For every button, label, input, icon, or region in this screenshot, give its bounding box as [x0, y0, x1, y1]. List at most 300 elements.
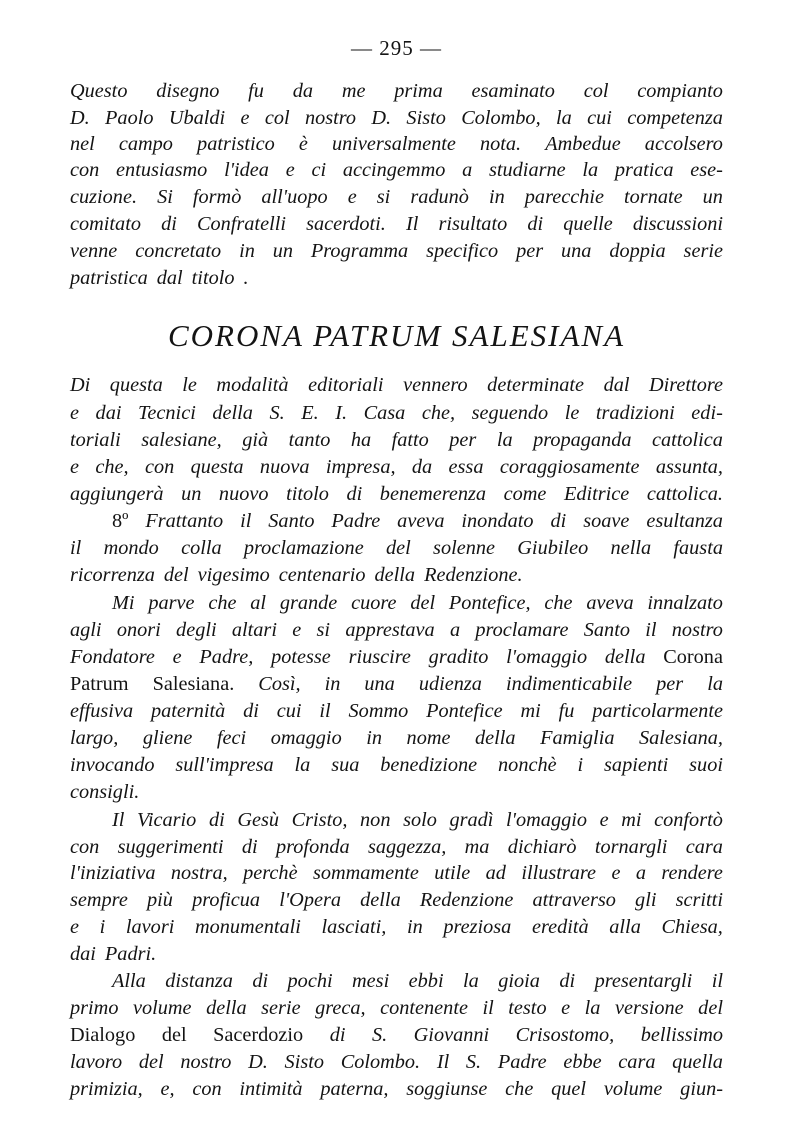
word: paternità [150, 700, 226, 722]
word: discussioni [632, 213, 723, 235]
word: S. [269, 402, 285, 424]
text-line [70, 78, 723, 105]
word: risultato [438, 213, 508, 235]
word: della [604, 646, 646, 668]
word: Cristo, [291, 809, 348, 831]
word: la [463, 970, 479, 992]
word: nuovo [218, 483, 269, 505]
word: versione [614, 997, 684, 1019]
text-line [70, 1022, 723, 1049]
word: cui [587, 107, 612, 129]
word: Fondatore [70, 646, 155, 668]
word: che, [95, 456, 129, 478]
word: di [346, 483, 363, 505]
word: profonda [276, 836, 350, 858]
word: in [406, 916, 423, 938]
word: la [707, 673, 723, 695]
word: nostro [304, 107, 357, 129]
word: innalzato [647, 592, 723, 614]
word: universalmente [332, 133, 456, 155]
word: cattolica [651, 429, 723, 451]
word: feci [216, 727, 247, 749]
word: nella [610, 537, 652, 559]
word: Sacerdozio [213, 1024, 304, 1046]
word: primizia, [70, 1078, 143, 1100]
word: di [208, 809, 225, 831]
word: fu [248, 80, 264, 102]
word: titolo [191, 267, 235, 289]
word: D. [248, 1051, 268, 1073]
word: greca, [315, 997, 366, 1019]
word: Salesiana, [639, 727, 723, 749]
word: benedizione [380, 754, 478, 776]
word: la [555, 107, 572, 129]
text-line [70, 454, 723, 481]
word: Santo [268, 510, 315, 532]
word: proclamazione [243, 537, 364, 559]
text-line [70, 400, 723, 427]
word: gliene [142, 727, 193, 749]
word: con [70, 836, 100, 858]
word: col [264, 107, 290, 129]
word: Il [436, 1051, 450, 1073]
word: nota. [480, 133, 522, 155]
word: monumentali [194, 916, 301, 938]
word: Pontefice [426, 700, 503, 722]
text-line [70, 834, 723, 861]
word: a [462, 159, 473, 181]
word: bellissimo [640, 1024, 723, 1046]
word: altari [231, 619, 277, 641]
word: la [582, 159, 599, 181]
word: che [505, 1078, 534, 1100]
word: intimità [239, 1078, 303, 1100]
word: mi [520, 700, 541, 722]
text-line [70, 941, 723, 968]
word: questa [109, 374, 163, 396]
word: con [192, 1078, 222, 1100]
word: testo [508, 997, 547, 1019]
word: la [584, 997, 601, 1019]
word: della [360, 889, 401, 911]
word: soggiunse [406, 1078, 488, 1100]
word: concretato [135, 240, 222, 262]
text-line [70, 105, 723, 132]
word: il [482, 997, 494, 1019]
word: giun- [680, 1078, 723, 1100]
word: quella [672, 1051, 723, 1073]
word: in [239, 240, 255, 262]
text-line [70, 860, 723, 887]
word: col [583, 80, 609, 102]
word: Di [70, 374, 91, 396]
word: che [544, 592, 573, 614]
word: fatto [391, 429, 429, 451]
word: rendere [661, 862, 723, 884]
page-number: — 295 — [351, 36, 442, 60]
word: Questo [70, 80, 128, 102]
word: esaminato [471, 80, 555, 102]
word: e [240, 107, 250, 129]
word: venne [70, 240, 118, 262]
word: di [161, 213, 177, 235]
word: dai [95, 402, 122, 424]
word: l'idea [224, 159, 269, 181]
word: I. [335, 402, 348, 424]
word: Colombo, [461, 107, 541, 129]
word: al [250, 592, 267, 614]
word: gioia [498, 970, 540, 992]
word: e [599, 809, 609, 831]
word: ci [311, 159, 327, 181]
word: benemerenza [379, 483, 487, 505]
word: una [364, 673, 395, 695]
word: sull'impresa [175, 754, 274, 776]
word: D. [371, 107, 392, 129]
word: ese- [690, 159, 723, 181]
word: il [645, 619, 657, 641]
word: proclamare [475, 619, 569, 641]
word: fu [558, 700, 575, 722]
word: parve [148, 592, 195, 614]
word: in [366, 727, 383, 749]
word: di [241, 836, 258, 858]
word: impresa, [325, 456, 396, 478]
word: comitato [70, 213, 141, 235]
word: di [550, 510, 567, 532]
word: Padre [331, 510, 381, 532]
word: gli [635, 889, 657, 911]
word: un [181, 483, 202, 505]
word: consigli. [70, 781, 140, 803]
word: dai [70, 943, 96, 965]
word: Il [405, 213, 419, 235]
word: Confratelli [196, 213, 286, 235]
word: e [292, 619, 302, 641]
word: illustrare [521, 862, 597, 884]
word: cattolica. [646, 483, 723, 505]
word: Vicario [137, 809, 197, 831]
word: e [561, 997, 571, 1019]
word: un [702, 186, 723, 208]
word: cara [618, 1051, 656, 1073]
word: tradizioni [595, 402, 675, 424]
word: di [559, 970, 576, 992]
word: Famiglia [540, 727, 615, 749]
word: competenza [627, 107, 723, 129]
word: accingemmo [342, 159, 446, 181]
word: apprestava [345, 619, 435, 641]
word: nome [406, 727, 451, 749]
text-line [112, 590, 723, 617]
text-line [70, 427, 723, 454]
word: della [475, 727, 516, 749]
word: mondo [103, 537, 159, 559]
word: questa [190, 456, 244, 478]
word: lavori [125, 916, 175, 938]
word: di [329, 1024, 346, 1046]
word: Ambedue [545, 133, 621, 155]
word: già [242, 429, 269, 451]
word: di [243, 700, 259, 722]
word: volume [132, 997, 192, 1019]
word: vigesimo [197, 564, 270, 586]
text-line [70, 887, 723, 914]
word: Sisto [284, 1051, 324, 1073]
word: e [70, 916, 80, 938]
text-line [70, 671, 723, 698]
word: Santo [583, 619, 630, 641]
word: effusiva [70, 700, 134, 722]
word: si [376, 186, 391, 208]
word: agli [70, 619, 102, 641]
word: nel [70, 133, 95, 155]
word: sommamente [312, 862, 419, 884]
word: che, [421, 402, 456, 424]
word: confortò [654, 809, 723, 831]
word: sapienti [604, 754, 669, 776]
word: centenario [278, 564, 366, 586]
word: preziosa [443, 916, 512, 938]
word: campo [118, 133, 173, 155]
word: studiarne [489, 159, 566, 181]
word: cuore [351, 592, 397, 614]
section-heading: CORONA PATRUM SALESIANA [167, 318, 626, 353]
word: nostra, [170, 862, 228, 884]
word: e [172, 646, 182, 668]
word: Gesù [237, 809, 280, 831]
word: l'omaggio [506, 646, 588, 668]
word: largo, [70, 727, 119, 749]
word: Giubileo [517, 537, 589, 559]
text-line [70, 372, 723, 399]
word: Così, [258, 673, 301, 695]
word: Programma [310, 240, 409, 262]
word: prima [394, 80, 443, 102]
word: perchè [243, 862, 298, 884]
word: titolo [286, 483, 329, 505]
word: sempre [70, 889, 128, 911]
word: invocando [70, 754, 155, 776]
word: i [99, 916, 106, 938]
word: come [503, 483, 547, 505]
word: per [656, 673, 684, 695]
word: salesiane, [141, 429, 222, 451]
word: particolarmente [592, 700, 723, 722]
word: del [410, 592, 436, 614]
word: in [324, 673, 341, 695]
word: Alla [112, 970, 146, 992]
text-line [70, 1076, 723, 1103]
word: Redenzione [419, 889, 514, 911]
word: tornate [624, 186, 683, 208]
word: Crisostomo, [515, 1024, 615, 1046]
word: proficua [192, 889, 261, 911]
word: cui [276, 700, 302, 722]
word: del [161, 1024, 187, 1046]
word: Tecnici [138, 402, 196, 424]
text-line [70, 914, 723, 941]
word: Direttore [649, 374, 723, 396]
word: solenne [433, 537, 495, 559]
word: aveva [397, 510, 445, 532]
word: patristica [70, 267, 148, 289]
word: 8º [112, 510, 129, 532]
word: e [70, 402, 80, 424]
word: non [360, 809, 391, 831]
word: scritti [675, 889, 723, 911]
word: un [272, 240, 294, 262]
word: le [182, 374, 197, 396]
word: eredità [531, 916, 589, 938]
word: aggiungerà [70, 483, 164, 505]
word: D. [70, 107, 90, 129]
word: nonchè [498, 754, 557, 776]
word: del [138, 1051, 164, 1073]
word: ebbe [563, 1051, 602, 1073]
word: dal [156, 267, 183, 289]
word: le [564, 402, 580, 424]
word: quelle [563, 213, 613, 235]
word: Si [157, 186, 173, 208]
word: di [527, 213, 544, 235]
word: indimenticabile [505, 673, 633, 695]
word: radunò [410, 186, 469, 208]
text-line [70, 535, 723, 562]
word: dichiarò [507, 836, 577, 858]
word: aveva [586, 592, 634, 614]
word: fausta [673, 537, 723, 559]
word: solo [403, 809, 437, 831]
word: Ubaldi [168, 107, 226, 129]
word: E. [301, 402, 319, 424]
text-line [70, 211, 723, 238]
word: la [496, 429, 513, 451]
word: distanza [165, 970, 233, 992]
word: e, [160, 1078, 175, 1100]
word: sua [331, 754, 360, 776]
word: cara [685, 836, 723, 858]
text-line [70, 265, 723, 292]
word: potesse [271, 646, 331, 668]
word: entusiasmo [116, 159, 208, 181]
word: accolsero [644, 133, 723, 155]
word: quel [551, 1078, 587, 1100]
word: patristico [197, 133, 275, 155]
word: assunta, [655, 456, 723, 478]
word: all'uopo [261, 186, 328, 208]
word: toriali [70, 429, 121, 451]
word: il [711, 970, 723, 992]
word: gradì [449, 809, 494, 831]
word: grande [279, 592, 338, 614]
word: suggerimenti [117, 836, 224, 858]
word: serie [261, 997, 301, 1019]
word: i [577, 754, 584, 776]
text-line [70, 1049, 723, 1076]
text-line [70, 481, 723, 508]
word: . [243, 267, 249, 289]
word: Padri. [104, 943, 157, 965]
text-line [70, 131, 723, 158]
word: nostro [671, 619, 723, 641]
word: è [298, 133, 308, 155]
word: omaggio [270, 727, 342, 749]
word: ha [350, 429, 372, 451]
word: ricorrenza [70, 564, 155, 586]
word: Colombo. [340, 1051, 421, 1073]
word: inondato [461, 510, 534, 532]
word: alla [609, 916, 641, 938]
text-line [70, 644, 723, 671]
word: Il [112, 809, 125, 831]
word: lavoro [70, 1051, 123, 1073]
word: presentargli [594, 970, 693, 992]
word: Padre, [199, 646, 254, 668]
word: lasciati, [321, 916, 387, 938]
word: della [212, 402, 253, 424]
word: me [341, 80, 366, 102]
word: specifico [426, 240, 499, 262]
text-line [112, 508, 723, 535]
word: Patrum [70, 673, 129, 695]
word: primo [70, 997, 119, 1019]
word: gradito [428, 646, 489, 668]
word: con [70, 159, 100, 181]
word: si [316, 619, 331, 641]
word: Pontefice, [448, 592, 531, 614]
word: editoriali [308, 374, 384, 396]
word: Casa [363, 402, 406, 424]
text-line [70, 779, 723, 806]
word: Padre [497, 1051, 547, 1073]
word: e [347, 186, 357, 208]
word: Mi [112, 592, 135, 614]
word: determinate [487, 374, 585, 396]
word: del [698, 997, 723, 1019]
text-line [70, 698, 723, 725]
word: Sommo [348, 700, 409, 722]
word: il [319, 700, 331, 722]
word: suoi [689, 754, 723, 776]
word: per [449, 429, 477, 451]
word: tornargli [594, 836, 668, 858]
word: l'omaggio [506, 809, 588, 831]
word: modalità [216, 374, 289, 396]
word: la [294, 754, 311, 776]
word: e [611, 862, 621, 884]
word: e [285, 159, 295, 181]
word: Chiesa, [661, 916, 723, 938]
word: di [252, 970, 269, 992]
word: dal [603, 374, 630, 396]
word: sacerdoti. [306, 213, 386, 235]
text-line [112, 807, 723, 834]
word: riuscire [348, 646, 411, 668]
word: da [292, 80, 314, 102]
word: nostro [180, 1051, 232, 1073]
word: che [208, 592, 237, 614]
word: il [240, 510, 252, 532]
word: Paolo [105, 107, 154, 129]
word: parecchie [524, 186, 604, 208]
word: l'iniziativa [70, 862, 156, 884]
text-line [70, 617, 723, 644]
word: mi [621, 809, 642, 831]
word: a [635, 862, 646, 884]
word: ma [464, 836, 490, 858]
word: S. [371, 1024, 388, 1046]
